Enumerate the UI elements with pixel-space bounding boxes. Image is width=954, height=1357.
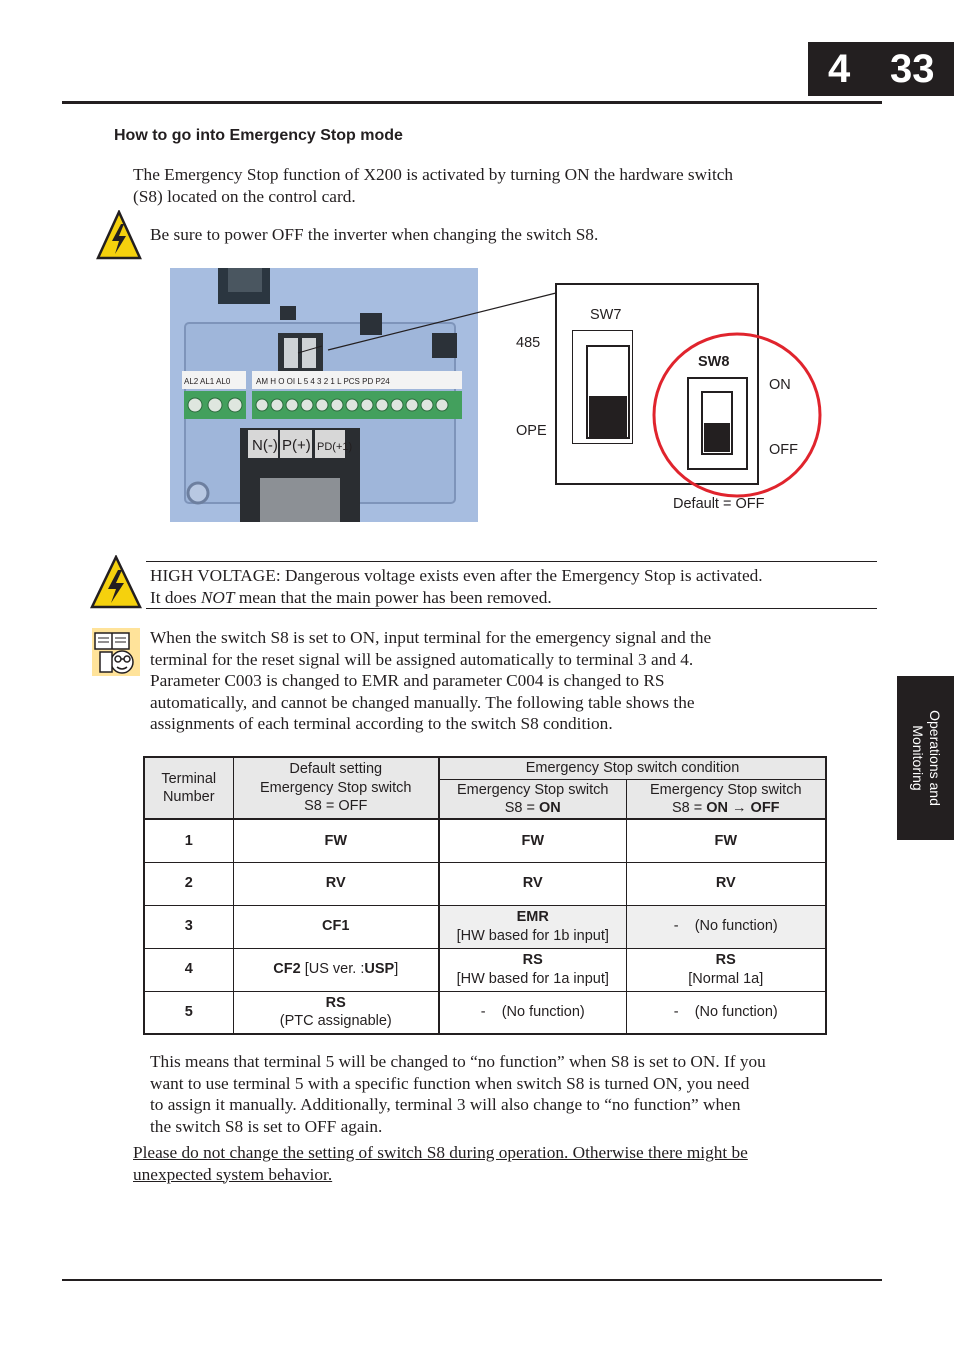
label-p-plus: P(+) [282,437,311,454]
label-485: 485 [516,335,541,351]
bottom-rule [62,1279,882,1281]
hv-top-rule [146,561,877,562]
sw8-highlight-circle [650,330,826,500]
sw7-actuator [589,396,627,437]
page-number: 33 [890,47,935,91]
arrow-icon: → [732,800,747,817]
header-switch-condition: Emergency Stop switch condition [439,757,826,780]
label-on: ON [769,377,791,393]
high-voltage-icon [90,555,142,610]
caution-text: Be sure to power OFF the inverter when changing the switch S8. [150,225,599,244]
table-row: 4 CF2 [US ver. :USP] RS [HW based for 1a input] RS [Normal 1a] [144,948,826,991]
high-voltage-label: HIGH VOLTAGE: [150,566,281,585]
sw8-label: SW8 [698,354,730,370]
label-n-minus: N(-) [252,437,278,454]
section-title: How to go into Emergency Stop mode [114,127,403,144]
terminal-labels-relay: AL2 AL1 AL0 [184,377,231,386]
header-s8-on: Emergency Stop switch S8 = ON [439,780,626,819]
table-row: 5 RS (PTC assignable) - (No function) - (No function) [144,991,826,1034]
top-rule [62,101,882,104]
label-off: OFF [769,442,798,458]
sw7-label: SW7 [590,307,622,323]
emphasis-not: NOT [200,587,235,607]
table-row: 2 RV RV RV [144,862,826,905]
header-terminal-number: Terminal Number [144,757,233,819]
side-tab-label: Operations and Monitoring [909,710,943,806]
after-table-paragraph: This means that terminal 5 will be changed to “no function” when S8 is set to ON. If you want to use terminal 5 with a specific function when switch S8 is turned ON, you need to assign it manually. Additionally, terminal 3 will also change to “no function” when the switch S8 is set to OFF again. [150,1052,766,1136]
hv-bottom-rule [146,608,877,609]
page-number-box [808,42,954,96]
terminal-assignment-table [143,756,827,1035]
after-table-line-3: to assign it manually. Additionally, terminal 3 will also change to “no function” when [150,1095,741,1114]
intro-paragraph: The Emergency Stop function of X200 is activated by turning ON the hardware switch (S8) located on the control card. [133,165,734,206]
chapter-number: 4 [828,47,851,91]
operation-warning: Please do not change the setting of switch S8 during operation. Otherwise there might be unexpected system behavior. [133,1143,748,1184]
default-note: Default = OFF [673,496,765,512]
header-default-setting: Default setting Emergency Stop switch S8 = OFF [233,757,439,819]
terminal-labels-logic: AM H O OI L 5 4 3 2 1 L PCS PD P24 [256,377,390,386]
note-book-icon [92,628,140,676]
table-row: 1 FW FW FW [144,819,826,862]
header-s8-on-off: Emergency Stop switch S8 = ON → OFF [626,780,826,819]
label-ope: OPE [516,423,547,439]
high-voltage-text: HIGH VOLTAGE: Dangerous voltage exists even after the Emergency Stop is activated. It does NOT mean that the main power has been removed. [150,566,763,607]
chapter-side-tab[interactable] [897,676,954,840]
table-row: 3 CF1 EMR [HW based for 1b input] - (No function) [144,905,826,948]
label-pd-plus1: PD(+1) [317,441,353,453]
high-voltage-warning-icon [96,210,142,260]
note-paragraph: When the switch S8 is set to ON, input terminal for the emergency signal and the terminal for the reset signal will be assigned automatically to terminal 3 and 4. Parameter C003 is changed to EMR and parameter C004 is changed to RS automatically, and cannot be changed manually. The following table shows the assignments of each terminal according to the switch S8 condition. [150,628,712,733]
